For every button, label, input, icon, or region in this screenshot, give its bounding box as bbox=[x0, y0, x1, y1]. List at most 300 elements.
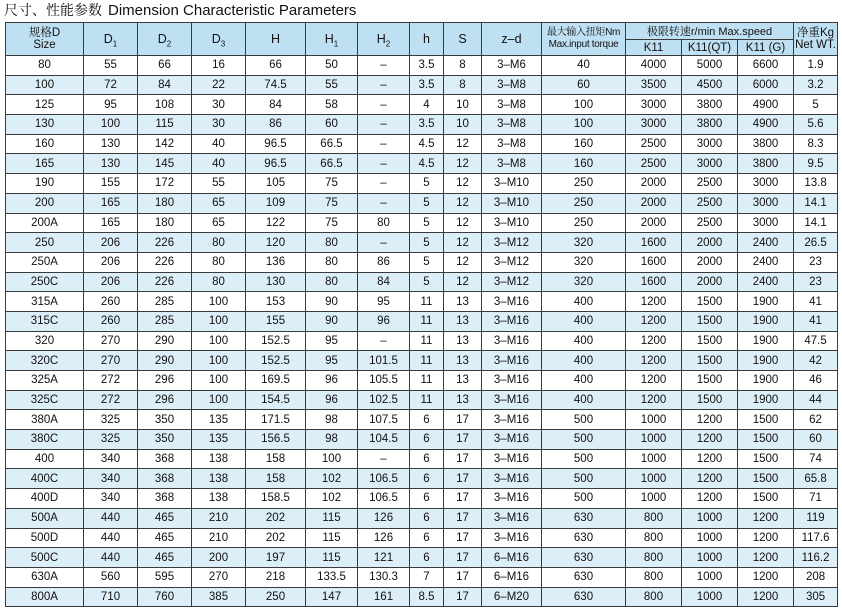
cell-k11: 800 bbox=[626, 548, 682, 568]
cell-h-lower: 11 bbox=[410, 311, 444, 331]
cell-torque: 100 bbox=[542, 115, 626, 135]
header-d2-sub: 2 bbox=[166, 39, 172, 49]
cell-torque: 400 bbox=[542, 331, 626, 351]
cell-d2: 142 bbox=[138, 134, 192, 154]
cell-h-lower: 5 bbox=[410, 174, 444, 194]
cell-d3: 22 bbox=[192, 75, 246, 95]
cell-zd: 3–M16 bbox=[482, 292, 542, 312]
cell-s: 13 bbox=[444, 292, 482, 312]
table-row bbox=[6, 311, 838, 331]
cell-k11: 2000 bbox=[626, 174, 682, 194]
header-weight bbox=[794, 23, 838, 56]
cell-zd: 6–M16 bbox=[482, 567, 542, 587]
cell-k11g: 3000 bbox=[738, 174, 794, 194]
cell-d2: 180 bbox=[138, 193, 192, 213]
cell-h1: 55 bbox=[306, 75, 358, 95]
cell-h-lower: 3.5 bbox=[410, 75, 444, 95]
cell-s: 8 bbox=[444, 56, 482, 76]
cell-h2: 86 bbox=[358, 252, 410, 272]
cell-d3: 65 bbox=[192, 193, 246, 213]
cell-h-lower: 5 bbox=[410, 272, 444, 292]
header-h-lower: h bbox=[410, 23, 444, 56]
cell-d2: 595 bbox=[138, 567, 192, 587]
cell-h2: – bbox=[358, 56, 410, 76]
cell-s: 13 bbox=[444, 390, 482, 410]
cell-torque: 500 bbox=[542, 489, 626, 509]
cell-d1: 340 bbox=[84, 449, 138, 469]
cell-d3: 100 bbox=[192, 292, 246, 312]
cell-k11qt: 5000 bbox=[682, 56, 738, 76]
table-header bbox=[6, 23, 838, 56]
cell-h-lower: 6 bbox=[410, 548, 444, 568]
cell-size: 500D bbox=[6, 528, 84, 548]
cell-h1: 100 bbox=[306, 449, 358, 469]
cell-size: 320C bbox=[6, 351, 84, 371]
cell-k11qt: 2500 bbox=[682, 174, 738, 194]
cell-weight: 1.9 bbox=[794, 56, 838, 76]
cell-d1: 165 bbox=[84, 193, 138, 213]
cell-torque: 320 bbox=[542, 233, 626, 253]
cell-weight: 62 bbox=[794, 410, 838, 430]
cell-k11g: 1200 bbox=[738, 508, 794, 528]
cell-d2: 296 bbox=[138, 390, 192, 410]
cell-k11qt: 1500 bbox=[682, 351, 738, 371]
cell-size: 250 bbox=[6, 233, 84, 253]
cell-k11qt: 2500 bbox=[682, 193, 738, 213]
cell-d3: 138 bbox=[192, 449, 246, 469]
table-row bbox=[6, 252, 838, 272]
cell-k11qt: 1000 bbox=[682, 587, 738, 607]
cell-size: 200 bbox=[6, 193, 84, 213]
cell-k11g: 3800 bbox=[738, 154, 794, 174]
cell-weight: 9.5 bbox=[794, 154, 838, 174]
cell-d2: 465 bbox=[138, 508, 192, 528]
cell-s: 17 bbox=[444, 508, 482, 528]
cell-h1: 60 bbox=[306, 115, 358, 135]
cell-d1: 440 bbox=[84, 508, 138, 528]
cell-h2: 121 bbox=[358, 548, 410, 568]
cell-h2: 80 bbox=[358, 213, 410, 233]
cell-h2: 161 bbox=[358, 587, 410, 607]
cell-h: 105 bbox=[246, 174, 306, 194]
table-row bbox=[6, 272, 838, 292]
cell-size: 630A bbox=[6, 567, 84, 587]
cell-k11qt: 1200 bbox=[682, 449, 738, 469]
cell-d1: 560 bbox=[84, 567, 138, 587]
cell-d2: 108 bbox=[138, 95, 192, 115]
header-h2-label: H bbox=[376, 32, 386, 46]
cell-weight: 74 bbox=[794, 449, 838, 469]
cell-d2: 145 bbox=[138, 154, 192, 174]
cell-h1: 66.5 bbox=[306, 154, 358, 174]
cell-h2: 105.5 bbox=[358, 371, 410, 391]
cell-size: 100 bbox=[6, 75, 84, 95]
cell-weight: 26.5 bbox=[794, 233, 838, 253]
cell-weight: 23 bbox=[794, 252, 838, 272]
cell-d3: 385 bbox=[192, 587, 246, 607]
cell-weight: 44 bbox=[794, 390, 838, 410]
cell-s: 17 bbox=[444, 548, 482, 568]
cell-d1: 270 bbox=[84, 331, 138, 351]
cell-size: 500C bbox=[6, 548, 84, 568]
header-d3-label: D bbox=[211, 32, 221, 46]
cell-zd: 3–M16 bbox=[482, 371, 542, 391]
cell-d1: 710 bbox=[84, 587, 138, 607]
cell-d1: 130 bbox=[84, 134, 138, 154]
cell-h-lower: 8.5 bbox=[410, 587, 444, 607]
cell-s: 12 bbox=[444, 213, 482, 233]
cell-d2: 350 bbox=[138, 410, 192, 430]
cell-torque: 500 bbox=[542, 430, 626, 450]
cell-h2: 106.5 bbox=[358, 469, 410, 489]
cell-weight: 305 bbox=[794, 587, 838, 607]
cell-h: 171.5 bbox=[246, 410, 306, 430]
cell-k11g: 6600 bbox=[738, 56, 794, 76]
cell-weight: 13.8 bbox=[794, 174, 838, 194]
cell-d3: 100 bbox=[192, 351, 246, 371]
table-row bbox=[6, 587, 838, 607]
cell-h2: – bbox=[358, 331, 410, 351]
table-row bbox=[6, 95, 838, 115]
cell-k11g: 1500 bbox=[738, 430, 794, 450]
cell-k11qt: 2500 bbox=[682, 213, 738, 233]
table-row bbox=[6, 193, 838, 213]
cell-s: 17 bbox=[444, 430, 482, 450]
cell-h: 84 bbox=[246, 95, 306, 115]
cell-zd: 6–M16 bbox=[482, 548, 542, 568]
cell-h: 109 bbox=[246, 193, 306, 213]
cell-s: 17 bbox=[444, 469, 482, 489]
cell-h2: – bbox=[358, 154, 410, 174]
cell-k11g: 4900 bbox=[738, 95, 794, 115]
cell-zd: 3–M8 bbox=[482, 75, 542, 95]
cell-h: 152.5 bbox=[246, 351, 306, 371]
cell-d2: 290 bbox=[138, 351, 192, 371]
table-row bbox=[6, 292, 838, 312]
cell-zd: 3–M16 bbox=[482, 528, 542, 548]
cell-h2: 107.5 bbox=[358, 410, 410, 430]
cell-k11g: 1500 bbox=[738, 410, 794, 430]
cell-size: 325A bbox=[6, 371, 84, 391]
cell-h-lower: 5 bbox=[410, 193, 444, 213]
cell-d2: 760 bbox=[138, 587, 192, 607]
header-h1-label: H bbox=[324, 32, 334, 46]
cell-size: 380C bbox=[6, 430, 84, 450]
cell-k11g: 1900 bbox=[738, 311, 794, 331]
cell-d1: 55 bbox=[84, 56, 138, 76]
table-row bbox=[6, 154, 838, 174]
cell-h2: – bbox=[358, 134, 410, 154]
cell-h-lower: 4.5 bbox=[410, 154, 444, 174]
cell-d1: 206 bbox=[84, 272, 138, 292]
cell-k11g: 1200 bbox=[738, 587, 794, 607]
table-body bbox=[6, 56, 838, 607]
cell-weight: 14.1 bbox=[794, 193, 838, 213]
cell-h1: 90 bbox=[306, 311, 358, 331]
cell-h1: 80 bbox=[306, 272, 358, 292]
cell-zd: 3–M12 bbox=[482, 272, 542, 292]
cell-torque: 630 bbox=[542, 587, 626, 607]
cell-k11g: 1900 bbox=[738, 351, 794, 371]
cell-h2: – bbox=[358, 95, 410, 115]
cell-k11qt: 1500 bbox=[682, 292, 738, 312]
cell-size: 190 bbox=[6, 174, 84, 194]
cell-size: 125 bbox=[6, 95, 84, 115]
cell-h2: 106.5 bbox=[358, 489, 410, 509]
cell-h: 250 bbox=[246, 587, 306, 607]
cell-zd: 3–M6 bbox=[482, 56, 542, 76]
cell-weight: 116.2 bbox=[794, 548, 838, 568]
cell-k11: 1600 bbox=[626, 272, 682, 292]
cell-d3: 210 bbox=[192, 528, 246, 548]
cell-h-lower: 11 bbox=[410, 390, 444, 410]
cell-h1: 147 bbox=[306, 587, 358, 607]
cell-k11: 1200 bbox=[626, 292, 682, 312]
cell-h1: 98 bbox=[306, 430, 358, 450]
cell-d2: 368 bbox=[138, 489, 192, 509]
cell-torque: 500 bbox=[542, 469, 626, 489]
cell-size: 380A bbox=[6, 410, 84, 430]
cell-h2: – bbox=[358, 449, 410, 469]
cell-k11qt: 1500 bbox=[682, 390, 738, 410]
cell-h1: 102 bbox=[306, 489, 358, 509]
cell-h: 96.5 bbox=[246, 154, 306, 174]
cell-s: 12 bbox=[444, 134, 482, 154]
cell-s: 17 bbox=[444, 410, 482, 430]
cell-k11: 1000 bbox=[626, 489, 682, 509]
cell-k11: 1200 bbox=[626, 371, 682, 391]
cell-k11g: 4900 bbox=[738, 115, 794, 135]
cell-s: 12 bbox=[444, 193, 482, 213]
cell-torque: 320 bbox=[542, 252, 626, 272]
cell-k11g: 2400 bbox=[738, 233, 794, 253]
cell-k11: 1000 bbox=[626, 449, 682, 469]
cell-k11: 2500 bbox=[626, 154, 682, 174]
cell-d2: 465 bbox=[138, 528, 192, 548]
cell-weight: 117.6 bbox=[794, 528, 838, 548]
cell-k11qt: 4500 bbox=[682, 75, 738, 95]
cell-h: 136 bbox=[246, 252, 306, 272]
cell-torque: 320 bbox=[542, 272, 626, 292]
cell-d2: 296 bbox=[138, 371, 192, 391]
cell-zd: 3–M16 bbox=[482, 449, 542, 469]
cell-h: 218 bbox=[246, 567, 306, 587]
cell-h: 130 bbox=[246, 272, 306, 292]
cell-torque: 400 bbox=[542, 351, 626, 371]
cell-s: 10 bbox=[444, 95, 482, 115]
cell-h1: 80 bbox=[306, 252, 358, 272]
cell-weight: 71 bbox=[794, 489, 838, 509]
table-row bbox=[6, 430, 838, 450]
cell-h2: – bbox=[358, 233, 410, 253]
table-row bbox=[6, 371, 838, 391]
cell-zd: 3–M8 bbox=[482, 134, 542, 154]
cell-h-lower: 11 bbox=[410, 351, 444, 371]
cell-k11qt: 1500 bbox=[682, 311, 738, 331]
cell-d1: 325 bbox=[84, 430, 138, 450]
cell-h-lower: 6 bbox=[410, 489, 444, 509]
table-row bbox=[6, 233, 838, 253]
cell-weight: 3.2 bbox=[794, 75, 838, 95]
cell-k11qt: 1000 bbox=[682, 528, 738, 548]
cell-torque: 160 bbox=[542, 154, 626, 174]
cell-k11: 4000 bbox=[626, 56, 682, 76]
cell-h2: – bbox=[358, 75, 410, 95]
cell-h-lower: 3.5 bbox=[410, 56, 444, 76]
cell-k11: 1000 bbox=[626, 469, 682, 489]
cell-h2: 104.5 bbox=[358, 430, 410, 450]
table-row bbox=[6, 528, 838, 548]
table-row bbox=[6, 134, 838, 154]
cell-h: 156.5 bbox=[246, 430, 306, 450]
table-row bbox=[6, 213, 838, 233]
cell-d1: 260 bbox=[84, 311, 138, 331]
cell-k11: 1000 bbox=[626, 410, 682, 430]
cell-k11g: 1900 bbox=[738, 390, 794, 410]
cell-d3: 80 bbox=[192, 272, 246, 292]
cell-zd: 3–M16 bbox=[482, 508, 542, 528]
cell-zd: 3–M16 bbox=[482, 390, 542, 410]
cell-h-lower: 11 bbox=[410, 331, 444, 351]
cell-s: 12 bbox=[444, 252, 482, 272]
header-d1-sub: 1 bbox=[112, 39, 118, 49]
cell-h-lower: 6 bbox=[410, 449, 444, 469]
cell-s: 17 bbox=[444, 528, 482, 548]
cell-h-lower: 5 bbox=[410, 213, 444, 233]
cell-s: 13 bbox=[444, 371, 482, 391]
cell-d2: 368 bbox=[138, 449, 192, 469]
cell-h2: – bbox=[358, 174, 410, 194]
cell-h-lower: 4.5 bbox=[410, 134, 444, 154]
cell-h-lower: 5 bbox=[410, 233, 444, 253]
cell-k11: 1600 bbox=[626, 233, 682, 253]
cell-h1: 75 bbox=[306, 213, 358, 233]
cell-k11: 2000 bbox=[626, 213, 682, 233]
cell-k11qt: 1000 bbox=[682, 508, 738, 528]
cell-h: 158.5 bbox=[246, 489, 306, 509]
cell-h1: 50 bbox=[306, 56, 358, 76]
header-h1-sub: 1 bbox=[333, 39, 339, 49]
header-d1 bbox=[84, 23, 138, 56]
cell-weight: 23 bbox=[794, 272, 838, 292]
cell-torque: 500 bbox=[542, 449, 626, 469]
cell-d2: 66 bbox=[138, 56, 192, 76]
cell-zd: 3–M12 bbox=[482, 233, 542, 253]
cell-s: 17 bbox=[444, 587, 482, 607]
table-row bbox=[6, 331, 838, 351]
cell-weight: 208 bbox=[794, 567, 838, 587]
cell-h1: 98 bbox=[306, 410, 358, 430]
cell-k11: 2500 bbox=[626, 134, 682, 154]
cell-k11qt: 1500 bbox=[682, 371, 738, 391]
cell-torque: 250 bbox=[542, 193, 626, 213]
cell-h: 74.5 bbox=[246, 75, 306, 95]
header-d2-label: D bbox=[157, 32, 167, 46]
cell-d1: 340 bbox=[84, 489, 138, 509]
cell-k11g: 1200 bbox=[738, 567, 794, 587]
cell-zd: 3–M10 bbox=[482, 213, 542, 233]
header-h1 bbox=[306, 23, 358, 56]
header-weight-zh: 净重Kg bbox=[796, 27, 835, 39]
header-d2 bbox=[138, 23, 192, 56]
cell-k11qt: 2000 bbox=[682, 233, 738, 253]
cell-d1: 155 bbox=[84, 174, 138, 194]
header-k11qt: K11(QT) bbox=[682, 40, 738, 56]
cell-zd: 3–M8 bbox=[482, 154, 542, 174]
cell-torque: 60 bbox=[542, 75, 626, 95]
cell-k11g: 3000 bbox=[738, 193, 794, 213]
cell-d1: 270 bbox=[84, 351, 138, 371]
cell-h-lower: 3.5 bbox=[410, 115, 444, 135]
header-d1-label: D bbox=[103, 32, 113, 46]
cell-h: 169.5 bbox=[246, 371, 306, 391]
cell-zd: 3–M16 bbox=[482, 311, 542, 331]
header-k11g: K11 (G) bbox=[738, 40, 794, 56]
cell-d1: 165 bbox=[84, 213, 138, 233]
cell-d1: 206 bbox=[84, 233, 138, 253]
cell-h1: 115 bbox=[306, 528, 358, 548]
cell-k11g: 3000 bbox=[738, 213, 794, 233]
cell-d3: 100 bbox=[192, 331, 246, 351]
cell-k11: 800 bbox=[626, 508, 682, 528]
cell-zd: 3–M16 bbox=[482, 489, 542, 509]
cell-k11: 800 bbox=[626, 567, 682, 587]
cell-k11qt: 1000 bbox=[682, 567, 738, 587]
table-row bbox=[6, 174, 838, 194]
table-row bbox=[6, 449, 838, 469]
cell-h1: 80 bbox=[306, 233, 358, 253]
cell-torque: 630 bbox=[542, 548, 626, 568]
cell-size: 320 bbox=[6, 331, 84, 351]
cell-k11qt: 3000 bbox=[682, 154, 738, 174]
table-row bbox=[6, 410, 838, 430]
cell-s: 12 bbox=[444, 233, 482, 253]
cell-s: 13 bbox=[444, 351, 482, 371]
cell-torque: 400 bbox=[542, 371, 626, 391]
table-row bbox=[6, 351, 838, 371]
table-row bbox=[6, 115, 838, 135]
cell-s: 13 bbox=[444, 311, 482, 331]
cell-d2: 84 bbox=[138, 75, 192, 95]
cell-h1: 102 bbox=[306, 469, 358, 489]
cell-size: 500A bbox=[6, 508, 84, 528]
cell-zd: 3–M10 bbox=[482, 193, 542, 213]
cell-k11qt: 1200 bbox=[682, 430, 738, 450]
table-row bbox=[6, 390, 838, 410]
cell-h-lower: 11 bbox=[410, 371, 444, 391]
cell-h-lower: 6 bbox=[410, 508, 444, 528]
cell-weight: 8.3 bbox=[794, 134, 838, 154]
header-d3-sub: 3 bbox=[220, 39, 226, 49]
cell-torque: 400 bbox=[542, 390, 626, 410]
cell-torque: 250 bbox=[542, 213, 626, 233]
table-row bbox=[6, 567, 838, 587]
cell-d2: 285 bbox=[138, 311, 192, 331]
cell-torque: 400 bbox=[542, 311, 626, 331]
header-torque bbox=[542, 23, 626, 56]
cell-size: 400 bbox=[6, 449, 84, 469]
cell-h1: 96 bbox=[306, 371, 358, 391]
cell-h2: 126 bbox=[358, 528, 410, 548]
cell-k11: 3000 bbox=[626, 95, 682, 115]
cell-h: 197 bbox=[246, 548, 306, 568]
cell-d2: 368 bbox=[138, 469, 192, 489]
cell-torque: 400 bbox=[542, 292, 626, 312]
cell-size: 160 bbox=[6, 134, 84, 154]
cell-d1: 100 bbox=[84, 115, 138, 135]
cell-k11g: 1500 bbox=[738, 469, 794, 489]
cell-d2: 226 bbox=[138, 272, 192, 292]
